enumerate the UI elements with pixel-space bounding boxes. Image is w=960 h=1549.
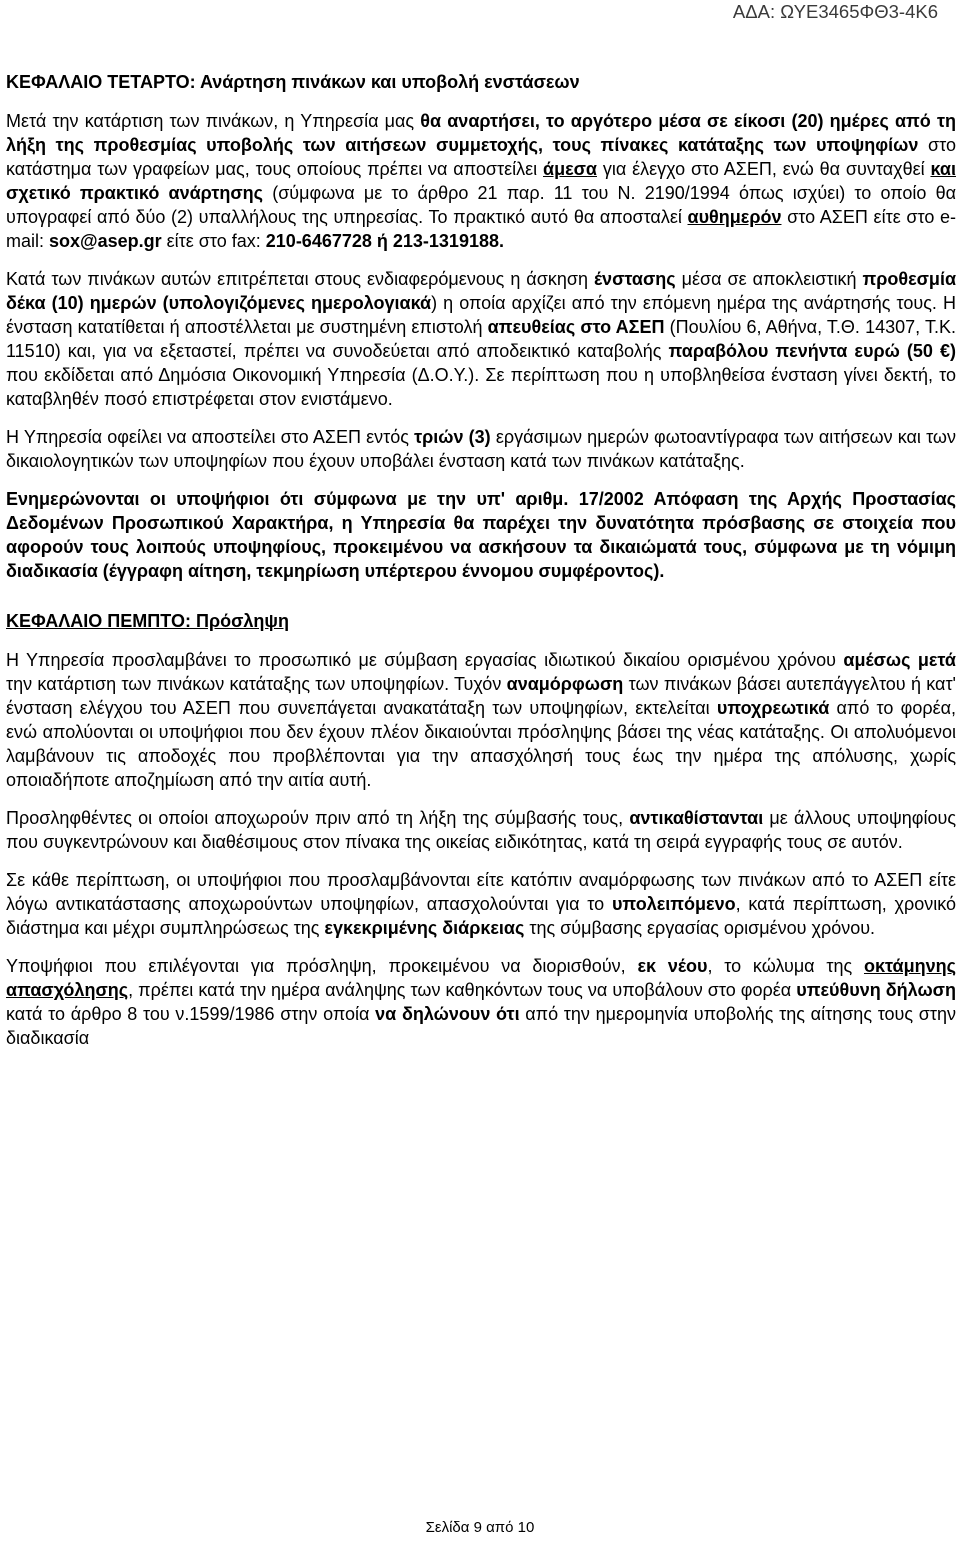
page-number: Σελίδα 9 από 10 [425, 1519, 535, 1536]
bold-run: σχετικό πρακτικό ανάρτησης [6, 183, 264, 203]
bold-run: παραβόλου πενήντα ευρώ (50 €) [668, 341, 956, 361]
text-run: Υποψήφιοι που επιλέγονται για πρόσληψη, προκειμένου να διορισθούν, [6, 956, 638, 976]
bold-run: υποχρεωτικά [716, 698, 830, 718]
chapter-5-paragraph-2 [6, 806, 956, 854]
bold-run: απευθείας στο ΑΣΕΠ [487, 317, 665, 337]
chapter-5-paragraph-4 [6, 954, 956, 1050]
text-run: Προσληφθέντες οι οποίοι αποχωρούν πριν από τη λήξη της σύμβασής τους, [6, 808, 630, 828]
chapter-4-title: ΚΕΦΑΛΑΙΟ ΤΕΤΑΡΤΟ: Ανάρτηση πινάκων και υποβολή ενστάσεων [6, 72, 580, 92]
text-run: της σύμβασης εργασίας ορισμένου χρόνου. [524, 918, 876, 938]
text-run: Η Υπηρεσία οφείλει να αποστείλει στο ΑΣΕΠ εντός [6, 427, 415, 447]
text-run: στο ΑΣΕΠ είτε στο e-mail: [6, 207, 956, 251]
bold-run: υπεύθυνη δήλωση [796, 980, 956, 1000]
bold-run: υπολειπόμενο [611, 894, 736, 914]
bold-run: Ενημερώνονται οι υποψήφιοι ότι σύμφωνα με την υπ' αριθμ. 17/2002 Απόφαση της Αρχής Προστασίας Δεδομένων Προσωπικού Χαρακτήρα, η Υπηρεσία θα παρέχει την δυνατότητα πρόσβασης σε στοιχεία που αφορούν τους λοιπούς υποψηφίους, προκειμένου να ασκήσουν τα δικαιώματά τους, σύμφωνα με τη νόμιμη διαδικασία (έγγραφη αίτηση, τεκμηρίωση υπέρτερου έννομου συμφέροντος). [6, 489, 956, 581]
bold-run: αντικαθίστανται [629, 808, 764, 828]
bold-underlined-run: και [930, 159, 956, 179]
chapter-4-paragraph-1 [6, 109, 956, 253]
chapter-4-paragraph-3 [6, 425, 956, 473]
chapter-4-paragraph-4 [6, 487, 956, 583]
text-run: , πρέπει κατά την ημέρα ανάληψης των καθηκόντων τους να υποβάλουν στο φορέα [128, 980, 797, 1000]
text-run: (Πουλίου 6, Αθήνα, Τ.Θ. 14307, Τ.Κ. 11510) και, για να εξεταστεί, πρέπει να συνοδεύεται από αποδεικτικό καταβολής [6, 317, 956, 361]
text-run: εργάσιμων ημερών φωτοαντίγραφα των αιτήσεων και των δικαιολογητικών των υποψηφίων που έχουν υποβάλει ένσταση κατά των πινάκων κατάταξης. [6, 427, 956, 471]
text-run: Κατά των πινάκων αυτών επιτρέπεται στους ενδιαφερόμενους η άσκηση [6, 269, 594, 289]
text-run: (σύμφωνα με το άρθρο 21 παρ. 11 του Ν. 2190/1994 όπως ισχύει) το οποίο θα υπογραφεί από δύο (2) υπαλλήλους της υπηρεσίας. Το πρακτικό αυτό θα αποσταλεί [6, 183, 956, 227]
text-run: , το κώλυμα της [707, 956, 864, 976]
text-run: Η Υπηρεσία προσλαμβάνει το προσωπικό με σύμβαση εργασίας ιδιωτικού δικαίου ορισμένου χρόνου [6, 650, 844, 670]
text-run: , κατά περίπτωση, χρονικό διάστημα και μέχρι συμπληρώσεως της [6, 894, 957, 938]
text-run: από την ημερομηνία υποβολής της αίτησης τους στην διαδικασία [6, 1004, 956, 1048]
ada-code: ΑΔΑ: ΩΥΕ3465ΦΘ3-4Κ6 [732, 1, 938, 22]
bold-underlined-run: άμεσα [543, 159, 597, 179]
text-run: Μετά την κατάρτιση των πινάκων, η Υπηρεσία μας [6, 111, 421, 131]
text-run: που εκδίδεται από Δημόσια Οικονομική Υπηρεσία (Δ.Ο.Υ.). Σε περίπτωση που η υποβληθείσα ένσταση γίνει δεκτή, το καταβληθέν ποσό επιστρέφεται στον ενιστάμενο. [6, 365, 956, 409]
bold-run: αναμόρφωση [506, 674, 624, 694]
bold-run: εγκεκριμένης διάρκειας [324, 918, 525, 938]
text-run: των πινάκων βάσει αυτεπάγγελτου ή κατ' ένσταση ελέγχου του ΑΣΕΠ που συνεπάγεται ανακατάταξη των υποψηφίων, εκτελείται [6, 674, 956, 718]
text-run: για έλεγχο στο ΑΣΕΠ, ενώ θα συνταχθεί [597, 159, 931, 179]
bold-run: ένστασης [593, 269, 676, 289]
chapter-4-paragraph-2 [6, 267, 956, 411]
bold-run: προθεσμία δέκα (10) ημερών (υπολογιζόμενες ημερολογιακά [6, 269, 957, 313]
text-run: μέσα σε αποκλειστική [675, 269, 863, 289]
email-address: sox@asep.gr [49, 231, 162, 251]
text-run: είτε στο fax: [161, 231, 266, 251]
text-run: την κατάρτιση των πινάκων κατάταξης των υποψηφίων. Τυχόν [6, 674, 507, 694]
text-run: στο κατάστημα των γραφείων μας, τους οποίους πρέπει να αποστείλει [6, 135, 956, 179]
bold-run: να δηλώνουν ότι [375, 1004, 520, 1024]
bold-run: τριών (3) [414, 427, 491, 447]
bold-underlined-run: οκτάμηνης απασχόλησης [6, 956, 956, 1000]
bold-run: θα αναρτήσει, το αργότερο μέσα σε είκοσι (20) ημέρες από τη λήξη της προθεσμίας υποβολής των αιτήσεων συμμετοχής, τους πίνακες κατάταξης των υποψηφίων [6, 111, 956, 155]
text-run: από το φορέα, ενώ απολύονται οι υποψήφιοι που δεν έχουν πλέον δικαιούνται πρόσληψης βάσει της νέας κατάταξης. Οι απολυόμενοι λαμβάνουν τις αποδοχές που προβλέπονται για την απασχόλησή τους έως την ημέρα της απόλυσης, χωρίς οποιαδήποτε αποζημίωση από την αιτία αυτή. [6, 698, 956, 790]
chapter-5-paragraph-1 [6, 648, 956, 792]
text-run: ) η οποία αρχίζει από την επόμενη ημέρα της ανάρτησής τους. Η ένσταση κατατίθεται ή αποστέλλεται με συστημένη επιστολή [6, 293, 957, 337]
document-body [6, 70, 956, 1064]
text-run: κατά το άρθρο 8 του ν.1599/1986 στην οποία [6, 1004, 376, 1024]
bold-run: εκ νέου [637, 956, 708, 976]
bold-underlined-run: αυθημερόν [687, 207, 782, 227]
chapter-5-paragraph-3 [6, 868, 956, 940]
chapter-5-title: ΚΕΦΑΛΑΙΟ ΠΕΜΠΤΟ: Πρόσληψη [6, 611, 289, 631]
bold-run: αμέσως μετά [843, 650, 957, 670]
fax-numbers: 210-6467728 ή 213-1319188. [265, 231, 504, 251]
text-run: Σε κάθε περίπτωση, οι υποψήφιοι που προσλαμβάνονται είτε κατόπιν αναμόρφωσης των πινάκων από το ΑΣΕΠ είτε λόγω αντικατάστασης αποχωρούντων υποψηφίων, απασχολούνται για το [6, 870, 956, 914]
text-run: με άλλους υποψηφίους που συγκεντρώνουν και διαθέσιμους στον πίνακα της οικείας ειδικότητας, κατά τη σειρά εγγραφής τους σε αυτόν. [6, 808, 957, 852]
